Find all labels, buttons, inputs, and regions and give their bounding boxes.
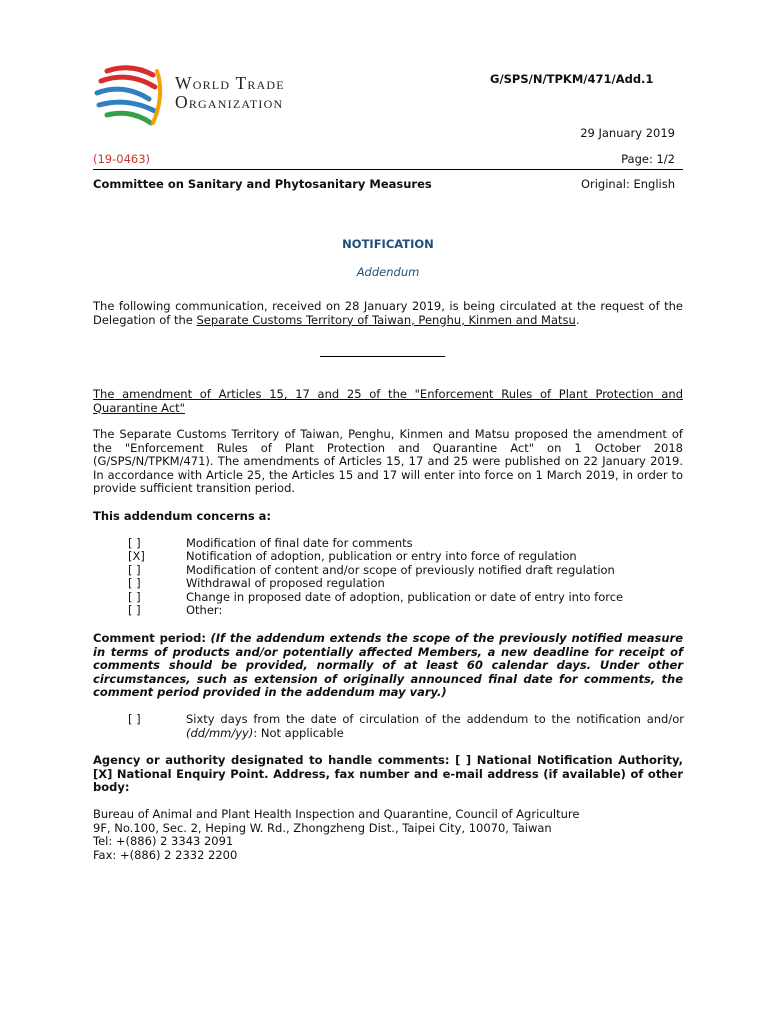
concerns-checklist [128, 537, 688, 617]
checklist-item [128, 537, 688, 550]
address-line: Bureau of Animal and Plant Health Inspection and Quarantine, Council of Agriculture [93, 807, 580, 821]
org-name [175, 74, 285, 112]
original-language: Original: English [580, 177, 675, 191]
checkbox: [ ] [128, 602, 141, 617]
checklist-item [128, 604, 688, 617]
page-indicator: Page: 1/2 [621, 152, 675, 166]
checkbox: [ ] [128, 712, 141, 726]
checkbox: [ ] [128, 589, 141, 604]
document-reference: G/SPS/N/TPKM/471/Add.1 [490, 72, 654, 86]
comment-label: Comment period: [93, 631, 207, 645]
checklist-item [128, 564, 688, 577]
checklist-item [128, 550, 688, 563]
checklist-label: Change in proposed date of adoption, publication or date of entry into force [186, 589, 624, 604]
amendment-title: The amendment of Articles 15, 17 and 25 of the "Enforcement Rules of Plant Protection and Quarantine Act" [93, 387, 683, 415]
org-name-line1: World Trade [175, 73, 285, 93]
checklist-label: Modification of content and/or scope of previously notified draft regulation [186, 562, 615, 577]
sixty-days-text: Sixty days from the date of circulation of the addendum to the notification and/or [186, 712, 684, 726]
checkbox: [ ] [128, 576, 141, 591]
comment-instructions: (If the addendum extends the scope of the previously notified measure in terms of products and/or potentially affected Members, a new deadline for receipt of comments should be provided, normally of at least 60 calendar days. Under other circumstances, such as extension of originally announced final date for comments, the comment period provided in the addendum may vary.) [93, 631, 683, 699]
agency-address [93, 808, 683, 862]
addendum-subtitle: Addendum [356, 265, 420, 279]
document-number: (19-0463) [93, 152, 151, 166]
header-divider [93, 169, 683, 170]
document-date: 29 January 2019 [580, 126, 675, 140]
agency-heading: Agency or authority designated to handle comments: [ ] National Notification Authority, [X] National Enquiry Point. Address, fax number and e-mail address (if available) of other body: [93, 753, 683, 794]
comment-period [93, 632, 683, 700]
intro-paragraph [93, 300, 683, 327]
concerns-heading: This addendum concerns a: [93, 509, 272, 523]
telephone: Tel: +(886) 2 3343 2091 [93, 834, 234, 848]
date-format: (dd/mm/yy) [186, 725, 254, 740]
checkbox: [ ] [128, 536, 141, 550]
intro-text: The following communication, received on 28 January 2019, is being circulated at the request of the Delegation of the [93, 299, 683, 327]
checkbox: [X] [128, 549, 145, 564]
amendment-body: The Separate Customs Territory of Taiwan, Penghu, Kinmen and Matsu proposed the amendment of the "Enforcement Rules of Plant Protection and Quarantine Act" on 1 October 2018 (G/SPS/N/TPKM/471). The amendments of Articles 15, 17 and 25 were published on 22 January 2019. In accordance with Article 25, the Articles 15 and 17 will enter into force on 1 March 2019, in order to provide sufficient transition period. [93, 427, 683, 495]
not-applicable: : Not applicable [253, 725, 344, 740]
notification-title: NOTIFICATION [342, 237, 434, 251]
checklist-label: Notification of adoption, publication or entry into force of regulation [186, 549, 577, 564]
checkbox: [ ] [128, 562, 141, 577]
org-name-line2: Organization [175, 92, 284, 112]
checklist-label: Withdrawal of proposed regulation [186, 576, 385, 591]
address-line: 9F, No.100, Sec. 2, Heping W. Rd., Zhongzheng Dist., Taipei City, 10070, Taiwan [93, 820, 552, 835]
checklist-label: Other: [186, 602, 223, 617]
intro-end: . [575, 312, 580, 327]
checklist-item [128, 591, 688, 604]
comment-option-text [186, 713, 684, 740]
wto-logo-icon [93, 65, 171, 127]
comment-option [128, 713, 684, 740]
section-separator [320, 356, 445, 357]
fax: Fax: +(886) 2 2332 2200 [93, 847, 238, 862]
checklist-item [128, 577, 688, 590]
checklist-label: Modification of final date for comments [186, 536, 413, 550]
committee-name: Committee on Sanitary and Phytosanitary Measures [93, 177, 432, 191]
member-name: Separate Customs Territory of Taiwan, Penghu, Kinmen and Matsu [196, 312, 576, 327]
